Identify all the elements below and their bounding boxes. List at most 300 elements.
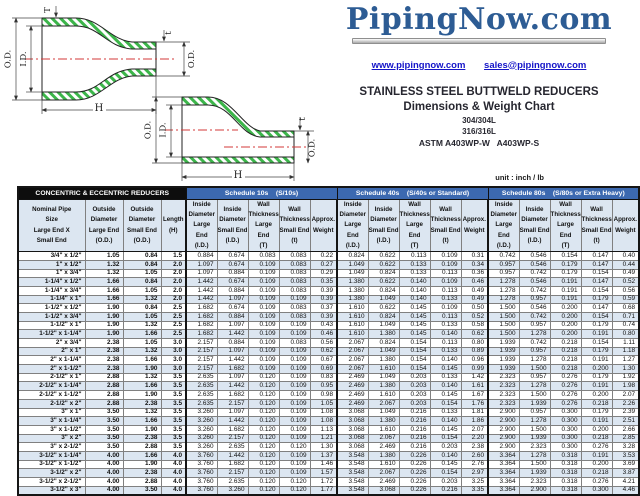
table-cell: 4.21 (612, 478, 639, 487)
table-cell: 1.939 (488, 365, 519, 374)
table-cell: 3" x 1" (18, 408, 85, 417)
table-cell: 4.00 (85, 486, 123, 495)
table-cell: 0.109 (279, 451, 310, 460)
od-large-label: O.D. (143, 120, 154, 140)
column-header: Nominal Pipe Size Large End X Small End (18, 200, 85, 252)
table-cell: 1.442 (217, 451, 248, 460)
table-cell: 0.276 (550, 373, 581, 382)
table-cell: 1.32 (123, 373, 161, 382)
table-cell: 1.66 (123, 330, 161, 339)
table-cell: 1.682 (186, 330, 217, 339)
table-cell: 0.147 (581, 260, 612, 269)
table-cell: 0.84 (123, 278, 161, 287)
table-cell: 2.900 (519, 486, 550, 495)
table-cell: 1.939 (519, 399, 550, 408)
table-cell: 0.957 (488, 260, 519, 269)
table-cell: 1.500 (488, 330, 519, 339)
reducer-top-wall (42, 18, 156, 49)
table-cell: 0.109 (279, 295, 310, 304)
table-cell: 0.109 (279, 460, 310, 469)
table-cell: 4.0 (161, 469, 186, 478)
table-cell: 1" x 3/4" (18, 269, 85, 278)
table-row (18, 382, 639, 391)
table-cell: 0.140 (399, 295, 430, 304)
table-cell: 0.957 (519, 373, 550, 382)
table-cell: 0.622 (368, 260, 399, 269)
table-cell: 1.278 (519, 382, 550, 391)
table-cell: 0.203 (430, 478, 461, 487)
table-cell: 3.548 (337, 460, 368, 469)
table-cell: 2.323 (519, 478, 550, 487)
table-cell: 1.67 (461, 391, 488, 400)
table-cell: 0.74 (612, 321, 639, 330)
table-cell: 3.364 (488, 460, 519, 469)
table-cell: 1.66 (85, 295, 123, 304)
column-header-row (18, 200, 639, 252)
table-cell: 1.049 (368, 321, 399, 330)
table-cell: 2.323 (488, 391, 519, 400)
table-cell: 1.08 (310, 417, 337, 426)
table-cell: 2.900 (488, 408, 519, 417)
table-cell: 2.323 (488, 373, 519, 382)
table-cell: 0.120 (279, 478, 310, 487)
table-cell: 1-1/2" x 1/2" (18, 304, 85, 313)
table-cell: 0.95 (310, 382, 337, 391)
table-cell: 1.81 (461, 408, 488, 417)
table-cell: 0.957 (519, 295, 550, 304)
table-cell: 1.66 (123, 451, 161, 460)
table-cell: 0.226 (399, 486, 430, 495)
table-row (18, 339, 639, 348)
table-cell: 0.824 (368, 269, 399, 278)
table-cell: 0.98 (310, 391, 337, 400)
table-cell: 2.88 (123, 478, 161, 487)
table-row (18, 451, 639, 460)
page-header (318, 4, 640, 148)
table-cell: 3.068 (337, 408, 368, 417)
table-cell: 1.11 (612, 339, 639, 348)
table-cell: 1.32 (123, 408, 161, 417)
table-cell: 0.226 (399, 451, 430, 460)
table-cell: 2.66 (612, 425, 639, 434)
table-cell: 0.200 (550, 330, 581, 339)
table-cell: 2.38 (461, 443, 488, 452)
table-cell: 3.260 (217, 486, 248, 495)
table-cell: 3.364 (488, 451, 519, 460)
table-cell: 0.46 (310, 330, 337, 339)
table-cell: 2-1/2" x 1-1/2" (18, 391, 85, 400)
table-cell: 3.69 (612, 460, 639, 469)
column-header: Approx. Weight (310, 200, 337, 252)
table-cell: 1.32 (123, 321, 161, 330)
table-cell: 3.50 (85, 434, 123, 443)
table-cell: 4.00 (85, 478, 123, 487)
table-cell: 0.546 (519, 304, 550, 313)
table-cell: 0.145 (399, 321, 430, 330)
table-cell: 3" x 2-1/2" (18, 443, 85, 452)
table-cell: 3.760 (186, 451, 217, 460)
column-header: Approx. Weight (612, 200, 639, 252)
table-cell: 1.76 (461, 399, 488, 408)
table-cell: 0.154 (550, 252, 581, 261)
table-cell: 0.84 (123, 304, 161, 313)
table-cell: 0.31 (461, 252, 488, 261)
table-cell: 0.200 (581, 425, 612, 434)
table-cell: 0.133 (430, 295, 461, 304)
table-cell: 2" x 1" (18, 347, 85, 356)
table-cell: 0.109 (248, 321, 279, 330)
table-cell: 0.083 (279, 339, 310, 348)
table-cell: 0.318 (550, 478, 581, 487)
table-cell: 0.109 (248, 347, 279, 356)
table-cell: 3" x 1-1/4" (18, 417, 85, 426)
table-cell: 1-1/4" x 1/2" (18, 278, 85, 287)
column-header: Wall Thickness Small End (t) (279, 200, 310, 252)
table-cell: 2.067 (337, 339, 368, 348)
table-cell: 2.469 (337, 399, 368, 408)
table-cell: 1.77 (310, 486, 337, 495)
table-cell: 0.276 (550, 399, 581, 408)
table-cell: 1.610 (368, 460, 399, 469)
table-cell: 0.318 (550, 451, 581, 460)
table-cell: 1.682 (217, 460, 248, 469)
table-cell: 4.46 (612, 486, 639, 495)
table-cell: 1.61 (461, 382, 488, 391)
astm-spec: ASTM A403WP-W A403WP-S (418, 137, 540, 148)
table-cell: 3.0 (161, 347, 186, 356)
table-cell: 0.109 (248, 269, 279, 278)
table-cell: 0.191 (581, 356, 612, 365)
table-cell: 0.203 (430, 443, 461, 452)
table-cell: 0.218 (550, 347, 581, 356)
table-cell: 3.260 (186, 417, 217, 426)
table-cell: 3.53 (612, 451, 639, 460)
table-cell: 0.216 (399, 443, 430, 452)
table-row (18, 391, 639, 400)
table-cell: 0.216 (399, 434, 430, 443)
table-cell: 3.760 (186, 486, 217, 495)
table-cell: 1.05 (123, 269, 161, 278)
table-cell: 3.35 (461, 486, 488, 495)
table-cell: 0.824 (368, 339, 399, 348)
table-cell: 1.500 (488, 312, 519, 321)
table-cell: 1.278 (519, 356, 550, 365)
table-cell: 0.674 (217, 260, 248, 269)
table-cell: 0.113 (430, 286, 461, 295)
column-header: Wall Thickness Large End (T) (399, 200, 430, 252)
table-cell: 0.191 (550, 278, 581, 287)
table-cell: 0.120 (248, 408, 279, 417)
table-cell: 1.278 (519, 330, 550, 339)
table-cell: 0.71 (612, 312, 639, 321)
wall-thickness-small-label: t (298, 117, 308, 121)
table-cell: 1.13 (310, 425, 337, 434)
table-cell: 0.742 (519, 339, 550, 348)
table-cell: 2.5 (161, 321, 186, 330)
table-cell: 2-1/2" x 2" (18, 399, 85, 408)
table-cell: 0.884 (217, 269, 248, 278)
table-cell: 0.120 (248, 443, 279, 452)
table-cell: 1.5 (161, 252, 186, 261)
table-cell: 3.364 (488, 486, 519, 495)
table-cell: 0.109 (279, 417, 310, 426)
table-cell: 1.500 (488, 321, 519, 330)
od-large-label: O.D. (3, 49, 14, 69)
table-cell: 0.200 (550, 321, 581, 330)
table-cell: 0.140 (430, 330, 461, 339)
site-logo[interactable]: PipingNow.com (345, 2, 613, 37)
table-cell: 2.635 (186, 382, 217, 391)
table-cell: 0.200 (581, 365, 612, 374)
table-row (18, 365, 639, 374)
table-cell: 0.109 (248, 312, 279, 321)
table-cell: 0.083 (279, 260, 310, 269)
table-cell: 0.140 (430, 382, 461, 391)
table-cell: 1.32 (85, 269, 123, 278)
table-cell: 3.068 (337, 425, 368, 434)
table-row (18, 312, 639, 321)
table-cell: 2.88 (85, 382, 123, 391)
table-cell: 4.0 (161, 460, 186, 469)
table-cell: 2.85 (612, 434, 639, 443)
table-cell: 2.07 (612, 391, 639, 400)
table-cell: 0.133 (430, 373, 461, 382)
table-cell: 0.147 (581, 278, 612, 287)
table-cell: 0.80 (612, 330, 639, 339)
table-cell: 3.260 (186, 443, 217, 452)
table-cell: 0.109 (248, 278, 279, 287)
table-cell: 2.07 (461, 425, 488, 434)
table-cell: 0.191 (581, 451, 612, 460)
table-cell: 1.278 (488, 278, 519, 287)
table-cell: 0.39 (310, 312, 337, 321)
wall-thickness-large-label: T (43, 7, 53, 13)
table-cell: 0.884 (217, 339, 248, 348)
table-cell: 0.191 (581, 382, 612, 391)
table-cell: 1.939 (519, 434, 550, 443)
table-cell: 3.5 (161, 391, 186, 400)
table-cell: 0.884 (217, 286, 248, 295)
table-cell: 1.500 (519, 460, 550, 469)
table-cell: 3.50 (85, 408, 123, 417)
website-link[interactable]: www.pipingnow.com (371, 59, 466, 71)
od-small-label: O.D. (307, 138, 318, 158)
table-cell: 3.5 (161, 434, 186, 443)
logo-underline-bar (352, 38, 606, 44)
column-header: Length (H) (161, 200, 186, 252)
table-cell: 0.191 (581, 417, 612, 426)
table-cell: 0.276 (581, 443, 612, 452)
table-cell: 3.760 (186, 478, 217, 487)
table-cell: 1.097 (217, 321, 248, 330)
table-cell: 2.067 (337, 347, 368, 356)
table-cell: 1.610 (337, 304, 368, 313)
table-cell: 1.049 (337, 269, 368, 278)
table-cell: 0.154 (581, 312, 612, 321)
table-cell: 0.622 (368, 278, 399, 287)
table-cell: 2" x 3/4" (18, 339, 85, 348)
table-cell: 1-1/2" x 3/4" (18, 312, 85, 321)
table-cell: 0.109 (430, 304, 461, 313)
table-cell: 0.147 (581, 252, 612, 261)
table-cell: 0.154 (430, 399, 461, 408)
table-cell: 1.097 (217, 373, 248, 382)
table-cell: 1-1/4" x 3/4" (18, 286, 85, 295)
table-cell: 0.318 (550, 469, 581, 478)
grade-304: 304/304L (462, 115, 496, 125)
table-cell: 0.109 (248, 260, 279, 269)
table-cell: 0.203 (399, 399, 430, 408)
table-cell: 0.674 (217, 252, 248, 261)
table-cell: 0.083 (279, 286, 310, 295)
table-cell: 0.546 (519, 260, 550, 269)
table-row (18, 373, 639, 382)
table-cell: 1.08 (310, 408, 337, 417)
table-cell: 1.500 (519, 365, 550, 374)
table-cell: 0.109 (430, 278, 461, 287)
table-cell: 0.179 (581, 408, 612, 417)
table-cell: 0.40 (612, 252, 639, 261)
table-row (18, 321, 639, 330)
column-header: Inside Diameter Small End (I.D.) (368, 200, 399, 252)
reducer-top-wall (182, 97, 294, 137)
table-cell: 2.157 (186, 347, 217, 356)
table-cell: 0.50 (461, 304, 488, 313)
table-cell: 0.109 (279, 425, 310, 434)
table-cell: 2.323 (488, 399, 519, 408)
table-cell: 3.760 (186, 460, 217, 469)
table-cell: 2.38 (123, 434, 161, 443)
table-cell: 0.083 (279, 304, 310, 313)
table-cell: 3.0 (161, 356, 186, 365)
table-cell: 0.824 (368, 312, 399, 321)
table-cell: 3" x 2" (18, 434, 85, 443)
table-cell: 0.957 (519, 347, 550, 356)
table-cell: 1.610 (368, 391, 399, 400)
table-cell: 0.62 (461, 330, 488, 339)
table-cell: 0.824 (337, 252, 368, 261)
table-cell: 3-1/2" x 1-1/4" (18, 451, 85, 460)
table-cell: 4.0 (161, 486, 186, 495)
table-cell: 0.179 (550, 260, 581, 269)
table-cell: 3.5 (161, 399, 186, 408)
table-cell: 0.27 (310, 260, 337, 269)
table-cell: 0.109 (279, 373, 310, 382)
schedule-80s-header: Schedule 80s (S/80s or Extra Heavy) (488, 187, 639, 200)
table-cell: 1.049 (368, 295, 399, 304)
table-cell: 0.133 (430, 408, 461, 417)
table-cell: 0.179 (581, 321, 612, 330)
table-cell: 0.957 (519, 408, 550, 417)
table-cell: 0.68 (612, 304, 639, 313)
table-cell: 3-1/2" x 2-1/2" (18, 478, 85, 487)
table-cell: 0.120 (279, 443, 310, 452)
table-cell: 0.58 (461, 321, 488, 330)
table-cell: 1.097 (217, 295, 248, 304)
table-cell: 0.67 (310, 356, 337, 365)
table-cell: 0.145 (399, 330, 430, 339)
table-cell: 1.90 (123, 460, 161, 469)
table-cell: 0.226 (399, 469, 430, 478)
table-cell: 0.120 (248, 373, 279, 382)
table-cell: 1.380 (368, 356, 399, 365)
table-cell: 0.742 (519, 286, 550, 295)
table-cell: 0.109 (279, 356, 310, 365)
table-cell: 1.30 (310, 443, 337, 452)
table-cell: 0.546 (519, 278, 550, 287)
table-cell: 2.469 (368, 443, 399, 452)
table-cell: 0.216 (399, 408, 430, 417)
eccentric-reducer-drawing (143, 85, 318, 185)
table-cell: 0.276 (581, 478, 612, 487)
table-cell: 0.674 (217, 304, 248, 313)
table-cell: 1.939 (488, 356, 519, 365)
table-cell: 0.109 (248, 356, 279, 365)
table-cell: 1.21 (310, 434, 337, 443)
table-cell: 1.442 (217, 417, 248, 426)
table-row (18, 486, 639, 495)
table-cell: 0.44 (612, 260, 639, 269)
table-cell: 1.32 (123, 347, 161, 356)
table-cell: 0.742 (488, 252, 519, 261)
table-cell: 3.5 (161, 408, 186, 417)
table-cell: 0.140 (399, 278, 430, 287)
table-cell: 0.120 (248, 469, 279, 478)
table-row (18, 260, 639, 269)
table-cell: 1.682 (217, 425, 248, 434)
table-cell: 0.120 (248, 382, 279, 391)
table-cell: 0.35 (310, 278, 337, 287)
column-header: Inside Diameter Large End (I.D.) (488, 200, 519, 252)
table-cell: 2.157 (217, 469, 248, 478)
email-link[interactable]: sales@pipingnow.com (484, 59, 587, 71)
table-cell: 3.50 (85, 443, 123, 452)
table-cell: 0.154 (399, 356, 430, 365)
table-row (18, 286, 639, 295)
schedule-40s-header: Schedule 40s (S/40s or Standard) (337, 187, 488, 200)
table-cell: 1.57 (310, 469, 337, 478)
table-cell: 2.157 (217, 399, 248, 408)
table-cell: 0.145 (399, 312, 430, 321)
table-cell: 0.109 (279, 330, 310, 339)
table-cell: 1.442 (186, 286, 217, 295)
column-header: Inside Diameter Small End (I.D.) (217, 200, 248, 252)
table-cell: 1.90 (85, 304, 123, 313)
table-cell: 3.364 (488, 469, 519, 478)
table-cell: 2.38 (123, 469, 161, 478)
table-cell: 3.260 (186, 434, 217, 443)
column-header: Inside Diameter Small End (I.D.) (519, 200, 550, 252)
table-cell: 1.278 (519, 417, 550, 426)
table-cell: 1.939 (488, 339, 519, 348)
table-cell: 0.140 (399, 286, 430, 295)
table-cell: 1.66 (123, 382, 161, 391)
table-cell: 1.90 (123, 365, 161, 374)
table-cell: 0.200 (550, 312, 581, 321)
table-cell: 1.380 (337, 286, 368, 295)
table-cell: 1.380 (337, 295, 368, 304)
table-cell: 1.682 (217, 365, 248, 374)
table-cell: 1-1/2" x 1" (18, 321, 85, 330)
table-cell: 0.133 (399, 260, 430, 269)
table-cell: 0.59 (612, 295, 639, 304)
table-cell: 0.109 (279, 469, 310, 478)
table-cell: 2.38 (85, 339, 123, 348)
table-cell: 0.37 (310, 304, 337, 313)
length-label: H (233, 170, 243, 181)
column-header: Wall Thickness Small End (t) (581, 200, 612, 252)
table-cell: 2" x 1-1/2" (18, 365, 85, 374)
